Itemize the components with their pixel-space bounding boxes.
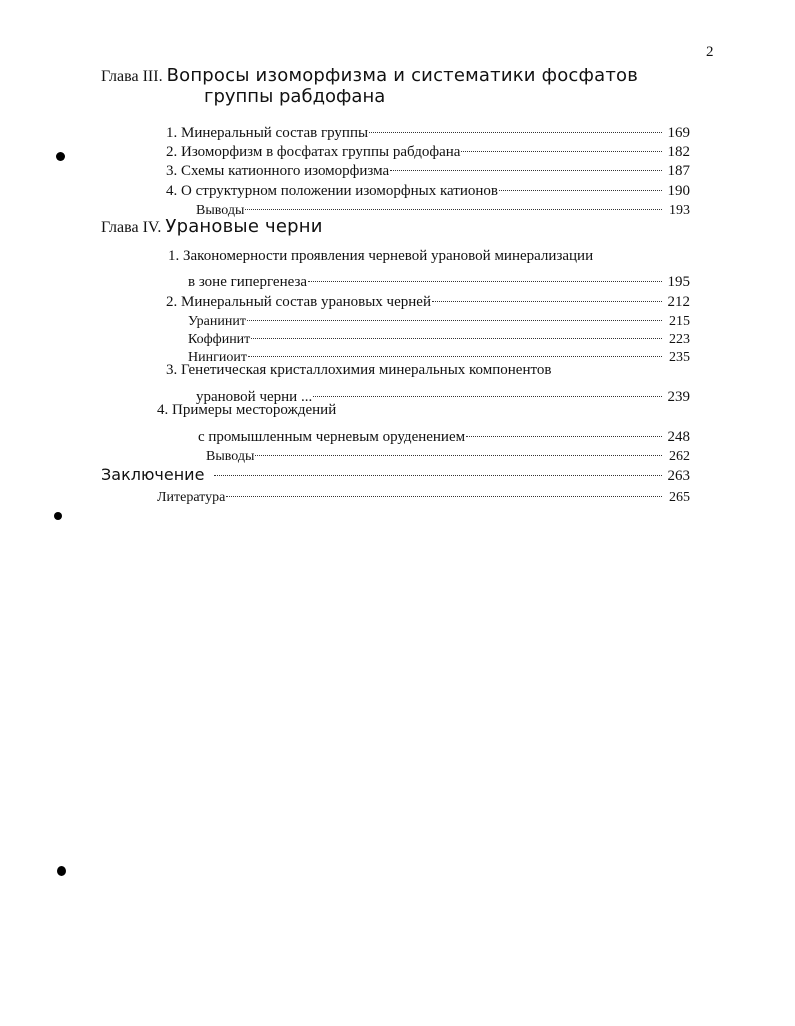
dot-leader [390, 151, 662, 171]
dot-leader [248, 337, 662, 357]
toc-entry-text: с промышленным черневым оруденением [198, 429, 466, 445]
toc-entry-page: 182 [667, 144, 690, 160]
toc-entry-page: 212 [667, 294, 690, 310]
toc-entry-text: 2. Минеральный состав урановых черней [166, 294, 431, 310]
dot-leader [247, 301, 662, 321]
toc-entry-text: 4. Примеры месторождений [157, 402, 337, 418]
toc-entry-text: 2. Изоморфизм в фосфатах группы рабдофана [166, 144, 461, 160]
toc-entry-literature [157, 481, 690, 505]
toc-entry [196, 381, 690, 405]
toc-entry-text: Литература [157, 490, 226, 505]
scan-speck [56, 152, 65, 161]
toc-entry-page: 262 [669, 449, 690, 464]
chapter-3-label: Глава III. [101, 68, 163, 85]
toc-entry-page: 190 [667, 183, 690, 199]
toc-entry-text: 1. Закономерности проявления черневой урановой минерализации [168, 248, 594, 264]
toc-entry-text: в зоне гипергенеза [188, 274, 308, 290]
toc-entry-text: Выводы [196, 203, 245, 218]
toc-entry-page: 169 [667, 125, 690, 141]
dot-leader [251, 319, 662, 339]
toc-entry-text: Нингиоит [188, 350, 247, 365]
chapter-3-heading [101, 66, 638, 87]
toc-entry-page: 239 [667, 389, 690, 405]
chapter-4-label: Глава IV. [101, 219, 162, 236]
toc-entry-text: 3. Генетическая кристаллохимия минеральных компонентов [166, 362, 552, 378]
dot-leader [308, 262, 662, 282]
toc-entry-page: 235 [669, 350, 690, 365]
dot-leader [313, 377, 662, 397]
dot-leader [369, 113, 662, 133]
dot-leader [214, 456, 662, 476]
chapter-4-heading [101, 217, 323, 238]
toc-entry-text: 4. О структурном положении изоморфных катионов [166, 183, 498, 199]
dot-leader [466, 417, 662, 437]
toc-entry-page: 195 [667, 274, 690, 290]
toc-entry-text: Заключение [101, 465, 205, 484]
chapter-4-title: Урановые черни [165, 216, 323, 237]
toc-entry [196, 194, 690, 218]
dot-leader [461, 132, 662, 152]
toc-entry-text: Коффинит [188, 332, 251, 347]
toc-entry-page: 215 [669, 314, 690, 329]
toc-entry-text: 1. Минеральный состав группы [166, 125, 369, 141]
dot-leader [255, 436, 662, 456]
toc-entry-page: 187 [667, 163, 690, 179]
chapter-3-title-continued: группы рабдофана [204, 86, 386, 107]
scan-speck [57, 866, 66, 876]
dot-leader [245, 190, 662, 210]
toc-entry-text: Уранинит [188, 314, 246, 329]
toc-entry-page: 193 [669, 203, 690, 218]
scan-speck [54, 512, 62, 520]
page-number: 2 [706, 44, 714, 60]
toc-entry-page: 223 [669, 332, 690, 347]
toc-entry-page: 265 [669, 490, 690, 505]
toc-entry-text: Выводы [206, 449, 255, 464]
toc-entry [188, 341, 690, 365]
dot-leader [226, 477, 662, 497]
dot-leader [432, 282, 662, 302]
dot-leader [499, 171, 662, 191]
toc-entry-page: 263 [667, 468, 690, 484]
toc-entry-text: урановой черни ... [196, 389, 313, 405]
chapter-3-title: Вопросы изоморфизма и систематики фосфатов [166, 65, 639, 86]
toc-entry-page: 248 [667, 429, 690, 445]
toc-entry-text: 3. Схемы катионного изоморфизма [166, 163, 390, 179]
